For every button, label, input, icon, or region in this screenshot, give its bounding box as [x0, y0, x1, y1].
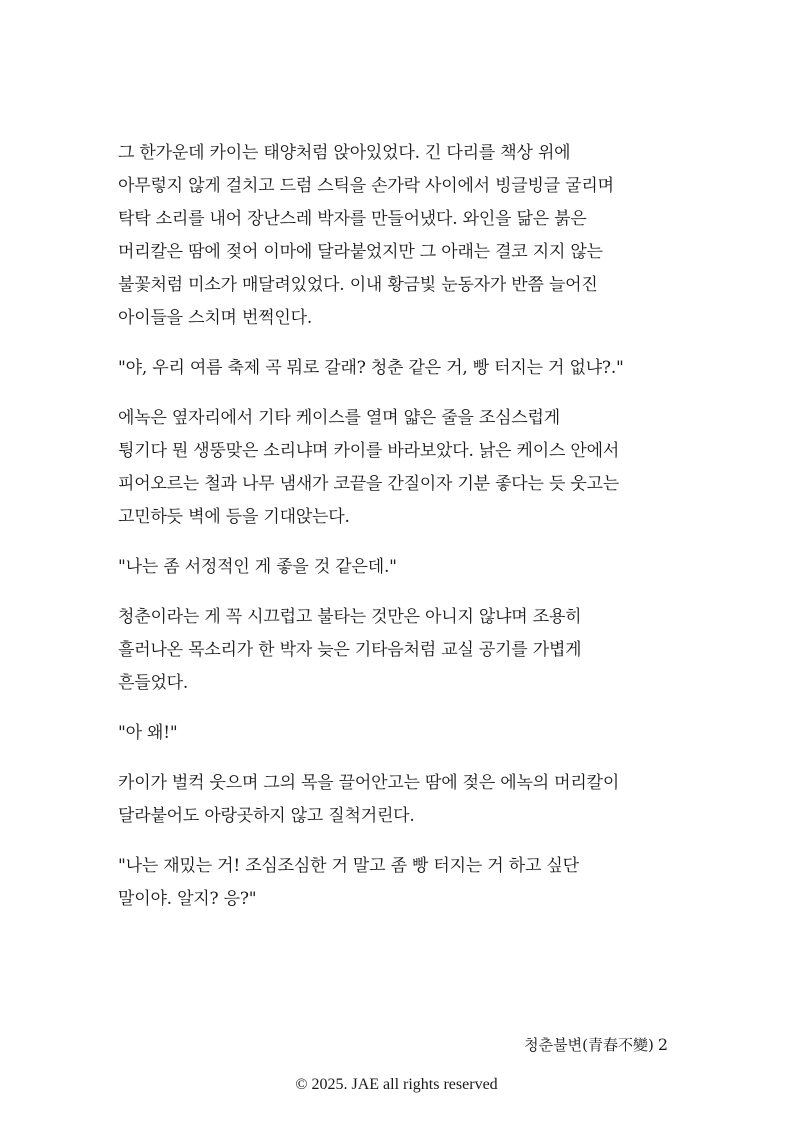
text-line: 머리칼은 땀에 젖어 이마에 달라붙었지만 그 아래는 결코 지지 않는 — [118, 242, 603, 262]
text-line: 카이가 벌컥 웃으며 그의 목을 끌어안고는 땀에 젖은 에녹의 머리칼이 — [118, 773, 620, 793]
text-line: 달라붙어도 아랑곳하지 않고 질척거린다. — [118, 806, 415, 826]
text-line: 피어오르는 철과 나무 냄새가 코끝을 간질이자 기분 좋다는 듯 웃고는 — [118, 474, 620, 494]
text-line: "야, 우리 여름 축제 곡 뭐로 갈래? 청춘 같은 거, 빵 터지는 거 없냐?." — [118, 358, 624, 378]
text-line: 탁탁 소리를 내어 장난스레 박자를 만들어냈다. 와인을 닮은 붉은 — [118, 209, 587, 229]
body-text — [118, 137, 688, 916]
paragraph-narration-3 — [118, 601, 688, 700]
book-title: 청춘불변(青春不變) — [524, 1036, 654, 1054]
paragraph-dialogue-4 — [118, 850, 688, 916]
text-line: 그 한가운데 카이는 태양처럼 앉아있었다. 긴 다리를 책상 위에 — [118, 143, 571, 163]
page-number: 2 — [657, 1035, 668, 1054]
paragraph-narration-4 — [118, 767, 688, 833]
text-line: "아 왜!" — [118, 723, 178, 743]
text-line: "나는 좀 서정적인 게 좋을 것 같은데." — [118, 557, 397, 577]
text-line: 말이야. 알지? 응?" — [118, 889, 257, 909]
text-line: 흘러나온 목소리가 한 박자 늦은 기타음처럼 교실 공기를 가볍게 — [118, 640, 582, 660]
text-line: 고민하듯 벽에 등을 기대앉는다. — [118, 507, 350, 527]
text-line: 불꽃처럼 미소가 매달려있었다. 이내 황금빛 눈동자가 반쯤 늘어진 — [118, 275, 598, 295]
text-line: 에녹은 옆자리에서 기타 케이스를 열며 얇은 줄을 조심스럽게 — [118, 408, 560, 428]
paragraph-dialogue-1 — [118, 352, 688, 385]
text-line: 청춘이라는 게 꼭 시끄럽고 불타는 것만은 아니지 않냐며 조용히 — [118, 607, 582, 627]
running-footer — [524, 1034, 668, 1056]
text-line: 튕기다 뭔 생뚱맞은 소리냐며 카이를 바라보았다. 낡은 케이스 안에서 — [118, 441, 620, 461]
text-line: 아이들을 스치며 번쩍인다. — [118, 308, 313, 328]
text-line: 흔들었다. — [118, 673, 189, 693]
copyright-notice: © 2025. JAE all rights reserved — [295, 1076, 498, 1093]
text-line: "나는 재밌는 거! 조심조심한 거 말고 좀 빵 터지는 거 하고 싶단 — [118, 856, 579, 876]
paragraph-narration-2 — [118, 402, 688, 534]
paragraph-dialogue-3 — [118, 717, 688, 750]
paragraph-dialogue-2 — [118, 551, 688, 584]
paragraph-narration-1 — [118, 137, 688, 335]
text-line: 아무렇지 않게 걸치고 드럼 스틱을 손가락 사이에서 빙글빙글 굴리며 — [118, 176, 614, 196]
